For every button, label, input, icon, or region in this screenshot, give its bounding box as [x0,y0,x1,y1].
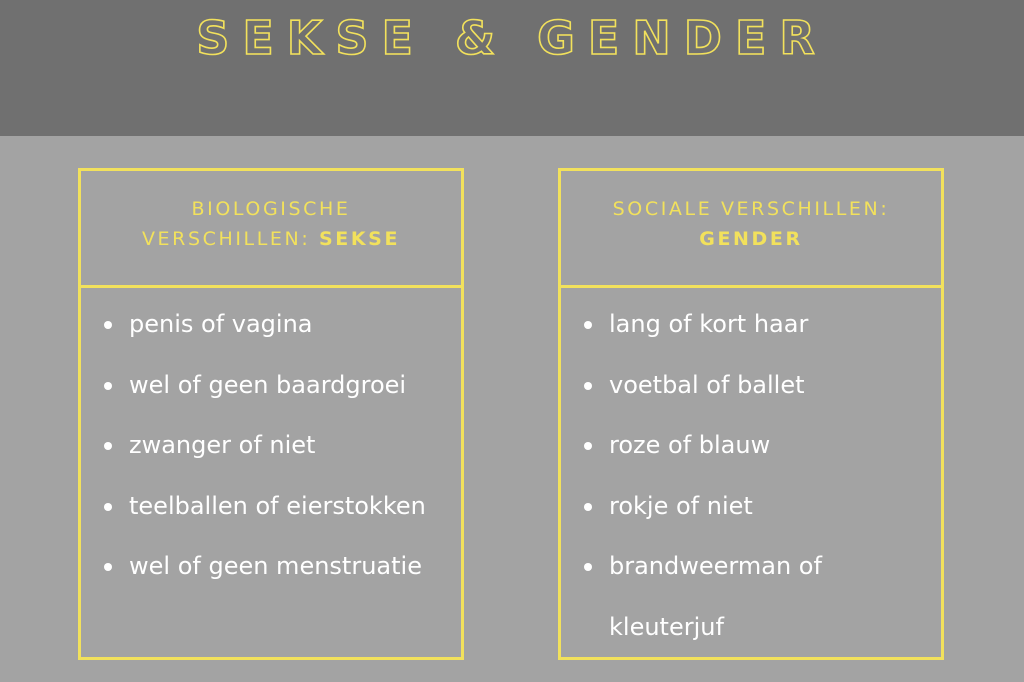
bullet-icon [584,321,592,329]
sex-panel [78,168,464,660]
sex-heading-line1: BIOLOGISCHE [191,198,351,220]
bullet-icon [104,321,112,329]
bullet-icon [584,382,592,390]
list-item-text: voetbal of ballet [609,370,805,399]
list-item [609,294,909,355]
sex-panel-heading [81,171,461,288]
list-item [129,355,459,416]
gender-heading-line1: SOCIALE VERSCHILLEN: [612,198,890,220]
list-item-text: wel of geen baardgroei [129,370,407,399]
list-item [609,415,909,476]
gender-panel-heading [561,171,941,288]
list-item-text: penis of vagina [129,310,313,338]
gender-heading-emphasis: GENDER [699,228,803,250]
bullet-icon [104,503,112,511]
list-item [129,294,459,355]
list-item-text: brandweerman of kleuterjuf [609,552,822,641]
bullet-icon [584,442,592,450]
gender-heading-text [613,194,890,254]
list-item-text: wel of geen menstruatie [129,552,422,580]
list-item [129,415,459,476]
list-item [609,476,909,537]
list-item-text: roze of blauw [609,431,771,459]
list-item [129,536,459,597]
bullet-icon [104,563,112,571]
bullet-icon [584,503,592,511]
sex-heading-text [142,194,400,254]
list-item [129,476,459,537]
gender-panel [558,168,944,660]
sex-heading-emphasis: SEKSE [319,228,401,250]
list-item-text: zwanger of niet [129,431,316,459]
list-item [609,355,909,416]
list-item-text: rokje of niet [609,491,753,520]
bullet-icon [584,563,592,571]
list-item [609,536,909,657]
sex-heading-line2: VERSCHILLEN: [141,228,311,250]
bullet-icon [104,442,112,450]
list-item-text: teelballen of eierstokken [129,491,426,520]
gender-list [561,294,941,657]
sex-list [81,294,461,597]
bullet-icon [104,382,112,390]
page-title: SEKSE & GENDER [196,11,828,65]
list-item-text: lang of kort haar [609,310,809,338]
